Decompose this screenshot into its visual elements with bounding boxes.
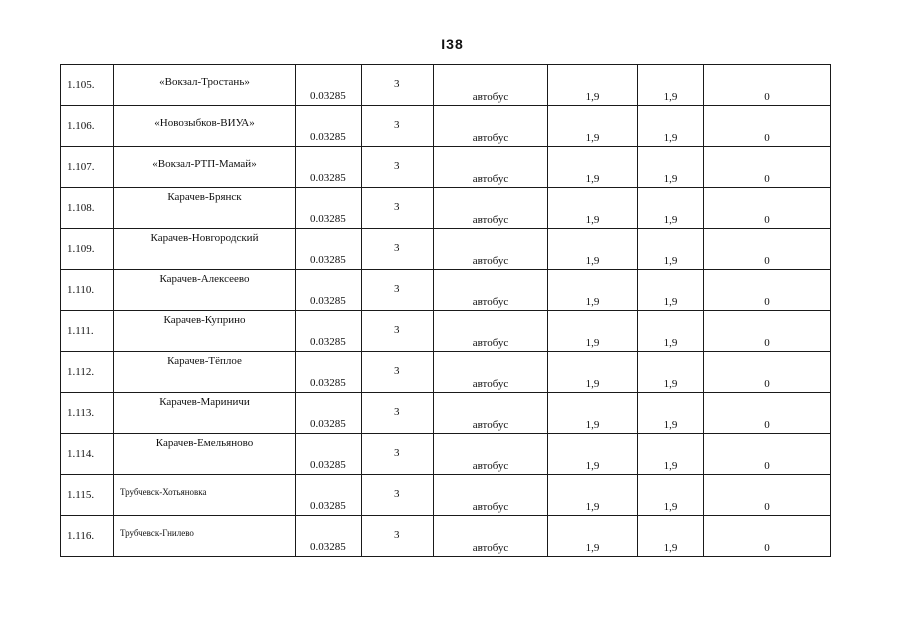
col-c-cell bbox=[704, 229, 831, 270]
route-name: Трубчевск-Гнилево bbox=[120, 528, 194, 538]
row-number: 1.105. bbox=[67, 79, 95, 91]
type-cell bbox=[434, 106, 548, 147]
route-value: 0.03285 bbox=[310, 254, 346, 266]
col-b-cell bbox=[638, 188, 704, 229]
route-name: Трубчевск-Хотьяновка bbox=[120, 487, 207, 497]
table-row bbox=[61, 434, 831, 475]
value-cell bbox=[296, 65, 362, 106]
type-cell bbox=[434, 188, 548, 229]
col-a-cell bbox=[548, 516, 638, 557]
route-name-cell bbox=[114, 229, 296, 270]
row-number-cell bbox=[61, 475, 114, 516]
table-row bbox=[61, 475, 831, 516]
row-number: 1.114. bbox=[67, 448, 95, 460]
vehicle-type: автобус bbox=[472, 255, 509, 267]
row-number: 1.115. bbox=[67, 489, 95, 501]
value-cell bbox=[296, 270, 362, 311]
row-number: 1.108. bbox=[67, 202, 95, 214]
row-number-cell bbox=[61, 188, 114, 229]
route-name: «Вокзал-РТП-Мамай» bbox=[152, 158, 257, 170]
table-row bbox=[61, 311, 831, 352]
col-c-cell bbox=[704, 106, 831, 147]
type-cell bbox=[434, 475, 548, 516]
col-b-cell bbox=[638, 270, 704, 311]
col-a-cell bbox=[548, 229, 638, 270]
col-c-value: 0 bbox=[764, 378, 770, 390]
col-a-value: 1,9 bbox=[585, 419, 600, 431]
row-number: 1.111. bbox=[67, 325, 94, 337]
col-c-value: 0 bbox=[764, 296, 770, 308]
value-cell bbox=[296, 352, 362, 393]
col-c-value: 0 bbox=[764, 542, 770, 554]
route-class: 3 bbox=[394, 488, 400, 500]
row-number-cell bbox=[61, 106, 114, 147]
type-cell bbox=[434, 352, 548, 393]
class-cell bbox=[362, 311, 434, 352]
value-cell bbox=[296, 188, 362, 229]
type-cell bbox=[434, 229, 548, 270]
col-b-cell bbox=[638, 147, 704, 188]
col-a-cell bbox=[548, 270, 638, 311]
col-b-value: 1,9 bbox=[663, 542, 678, 554]
class-cell bbox=[362, 147, 434, 188]
col-c-cell bbox=[704, 516, 831, 557]
vehicle-type: автобус bbox=[472, 542, 509, 554]
col-c-value: 0 bbox=[764, 255, 770, 267]
col-a-cell bbox=[548, 311, 638, 352]
row-number-cell bbox=[61, 352, 114, 393]
row-number: 1.112. bbox=[67, 366, 95, 378]
col-c-cell bbox=[704, 393, 831, 434]
route-name: Карачев-Куприно bbox=[163, 314, 246, 326]
col-a-value: 1,9 bbox=[585, 542, 600, 554]
route-name: «Новозыбков-ВИУА» bbox=[154, 117, 255, 129]
class-cell bbox=[362, 270, 434, 311]
table-row bbox=[61, 65, 831, 106]
route-value: 0.03285 bbox=[310, 459, 346, 471]
route-name-cell bbox=[114, 516, 296, 557]
table-row bbox=[61, 352, 831, 393]
row-number: 1.116. bbox=[67, 530, 95, 542]
vehicle-type: автобус bbox=[472, 214, 509, 226]
route-class: 3 bbox=[394, 447, 400, 459]
routes-table bbox=[60, 64, 831, 557]
col-a-value: 1,9 bbox=[585, 91, 600, 103]
class-cell bbox=[362, 229, 434, 270]
table-row bbox=[61, 229, 831, 270]
value-cell bbox=[296, 311, 362, 352]
table-row bbox=[61, 188, 831, 229]
route-class: 3 bbox=[394, 406, 400, 418]
row-number-cell bbox=[61, 147, 114, 188]
class-cell bbox=[362, 475, 434, 516]
col-a-value: 1,9 bbox=[585, 501, 600, 513]
route-class: 3 bbox=[394, 201, 400, 213]
vehicle-type: автобус bbox=[472, 91, 509, 103]
class-cell bbox=[362, 352, 434, 393]
route-class: 3 bbox=[394, 119, 400, 131]
type-cell bbox=[434, 147, 548, 188]
route-value: 0.03285 bbox=[310, 541, 346, 553]
vehicle-type: автобус bbox=[472, 378, 509, 390]
route-name-cell bbox=[114, 475, 296, 516]
value-cell bbox=[296, 516, 362, 557]
type-cell bbox=[434, 311, 548, 352]
col-c-cell bbox=[704, 434, 831, 475]
type-cell bbox=[434, 65, 548, 106]
col-b-cell bbox=[638, 475, 704, 516]
route-name-cell bbox=[114, 106, 296, 147]
class-cell bbox=[362, 434, 434, 475]
col-a-value: 1,9 bbox=[585, 460, 600, 472]
table-row bbox=[61, 270, 831, 311]
value-cell bbox=[296, 106, 362, 147]
row-number-cell bbox=[61, 434, 114, 475]
route-name-cell bbox=[114, 270, 296, 311]
col-b-value: 1,9 bbox=[663, 296, 678, 308]
col-c-cell bbox=[704, 475, 831, 516]
value-cell bbox=[296, 229, 362, 270]
route-value: 0.03285 bbox=[310, 172, 346, 184]
route-name-cell bbox=[114, 434, 296, 475]
col-c-value: 0 bbox=[764, 173, 770, 185]
route-name-cell bbox=[114, 65, 296, 106]
route-class: 3 bbox=[394, 78, 400, 90]
col-a-value: 1,9 bbox=[585, 378, 600, 390]
col-b-cell bbox=[638, 434, 704, 475]
col-a-value: 1,9 bbox=[585, 337, 600, 349]
col-c-cell bbox=[704, 147, 831, 188]
value-cell bbox=[296, 147, 362, 188]
col-b-value: 1,9 bbox=[663, 173, 678, 185]
col-c-value: 0 bbox=[764, 132, 770, 144]
col-c-value: 0 bbox=[764, 460, 770, 472]
route-value: 0.03285 bbox=[310, 90, 346, 102]
route-class: 3 bbox=[394, 529, 400, 541]
type-cell bbox=[434, 393, 548, 434]
col-b-value: 1,9 bbox=[663, 255, 678, 267]
route-name-cell bbox=[114, 352, 296, 393]
row-number: 1.110. bbox=[67, 284, 95, 296]
type-cell bbox=[434, 434, 548, 475]
col-a-cell bbox=[548, 65, 638, 106]
route-name-cell bbox=[114, 188, 296, 229]
col-a-cell bbox=[548, 147, 638, 188]
page-number: I38 bbox=[441, 36, 464, 52]
route-name: Карачев-Алексеево bbox=[159, 273, 250, 285]
col-c-value: 0 bbox=[764, 419, 770, 431]
route-class: 3 bbox=[394, 160, 400, 172]
col-a-cell bbox=[548, 106, 638, 147]
route-value: 0.03285 bbox=[310, 131, 346, 143]
col-a-cell bbox=[548, 352, 638, 393]
route-name-cell bbox=[114, 147, 296, 188]
route-name: Карачев-Емельяново bbox=[155, 437, 254, 449]
route-name: «Вокзал-Тростань» bbox=[159, 76, 250, 88]
row-number: 1.106. bbox=[67, 120, 95, 132]
row-number-cell bbox=[61, 229, 114, 270]
route-class: 3 bbox=[394, 283, 400, 295]
col-c-cell bbox=[704, 65, 831, 106]
col-b-cell bbox=[638, 229, 704, 270]
route-value: 0.03285 bbox=[310, 500, 346, 512]
row-number-cell bbox=[61, 65, 114, 106]
col-b-value: 1,9 bbox=[663, 337, 678, 349]
row-number-cell bbox=[61, 311, 114, 352]
route-value: 0.03285 bbox=[310, 336, 346, 348]
route-name-cell bbox=[114, 311, 296, 352]
route-class: 3 bbox=[394, 365, 400, 377]
col-b-value: 1,9 bbox=[663, 91, 678, 103]
col-a-value: 1,9 bbox=[585, 214, 600, 226]
col-a-cell bbox=[548, 393, 638, 434]
route-name-cell bbox=[114, 393, 296, 434]
vehicle-type: автобус bbox=[472, 296, 509, 308]
class-cell bbox=[362, 516, 434, 557]
col-c-cell bbox=[704, 311, 831, 352]
type-cell bbox=[434, 270, 548, 311]
row-number-cell bbox=[61, 393, 114, 434]
route-name: Карачев-Мариничи bbox=[159, 396, 250, 408]
col-a-cell bbox=[548, 188, 638, 229]
col-c-cell bbox=[704, 188, 831, 229]
col-b-value: 1,9 bbox=[663, 132, 678, 144]
col-b-cell bbox=[638, 352, 704, 393]
col-b-value: 1,9 bbox=[663, 378, 678, 390]
col-c-value: 0 bbox=[764, 337, 770, 349]
col-b-value: 1,9 bbox=[663, 214, 678, 226]
route-class: 3 bbox=[394, 242, 400, 254]
row-number: 1.113. bbox=[67, 407, 95, 419]
vehicle-type: автобус bbox=[472, 460, 509, 472]
class-cell bbox=[362, 188, 434, 229]
col-c-value: 0 bbox=[764, 501, 770, 513]
vehicle-type: автобус bbox=[472, 337, 509, 349]
col-b-cell bbox=[638, 516, 704, 557]
vehicle-type: автобус bbox=[472, 173, 509, 185]
col-a-cell bbox=[548, 434, 638, 475]
col-b-cell bbox=[638, 65, 704, 106]
route-name: Карачев-Брянск bbox=[167, 191, 242, 203]
row-number: 1.107. bbox=[67, 161, 95, 173]
class-cell bbox=[362, 393, 434, 434]
route-name: Карачев-Тёплое bbox=[167, 355, 242, 367]
route-value: 0.03285 bbox=[310, 377, 346, 389]
col-b-value: 1,9 bbox=[663, 460, 678, 472]
class-cell bbox=[362, 65, 434, 106]
col-c-cell bbox=[704, 352, 831, 393]
vehicle-type: автобус bbox=[472, 419, 509, 431]
col-a-value: 1,9 bbox=[585, 173, 600, 185]
col-a-value: 1,9 bbox=[585, 296, 600, 308]
col-b-cell bbox=[638, 393, 704, 434]
col-c-value: 0 bbox=[764, 91, 770, 103]
col-c-cell bbox=[704, 270, 831, 311]
vehicle-type: автобус bbox=[472, 132, 509, 144]
table-row bbox=[61, 393, 831, 434]
route-value: 0.03285 bbox=[310, 295, 346, 307]
class-cell bbox=[362, 106, 434, 147]
route-class: 3 bbox=[394, 324, 400, 336]
col-c-value: 0 bbox=[764, 214, 770, 226]
col-b-value: 1,9 bbox=[663, 419, 678, 431]
value-cell bbox=[296, 475, 362, 516]
row-number-cell bbox=[61, 516, 114, 557]
row-number: 1.109. bbox=[67, 243, 95, 255]
route-value: 0.03285 bbox=[310, 213, 346, 225]
col-a-value: 1,9 bbox=[585, 255, 600, 267]
col-b-value: 1,9 bbox=[663, 501, 678, 513]
route-value: 0.03285 bbox=[310, 418, 346, 430]
table-row bbox=[61, 516, 831, 557]
col-b-cell bbox=[638, 106, 704, 147]
value-cell bbox=[296, 434, 362, 475]
route-name: Карачев-Новгородский bbox=[150, 232, 259, 244]
table-row bbox=[61, 106, 831, 147]
value-cell bbox=[296, 393, 362, 434]
type-cell bbox=[434, 516, 548, 557]
vehicle-type: автобус bbox=[472, 501, 509, 513]
table-row bbox=[61, 147, 831, 188]
col-a-value: 1,9 bbox=[585, 132, 600, 144]
col-a-cell bbox=[548, 475, 638, 516]
col-b-cell bbox=[638, 311, 704, 352]
row-number-cell bbox=[61, 270, 114, 311]
